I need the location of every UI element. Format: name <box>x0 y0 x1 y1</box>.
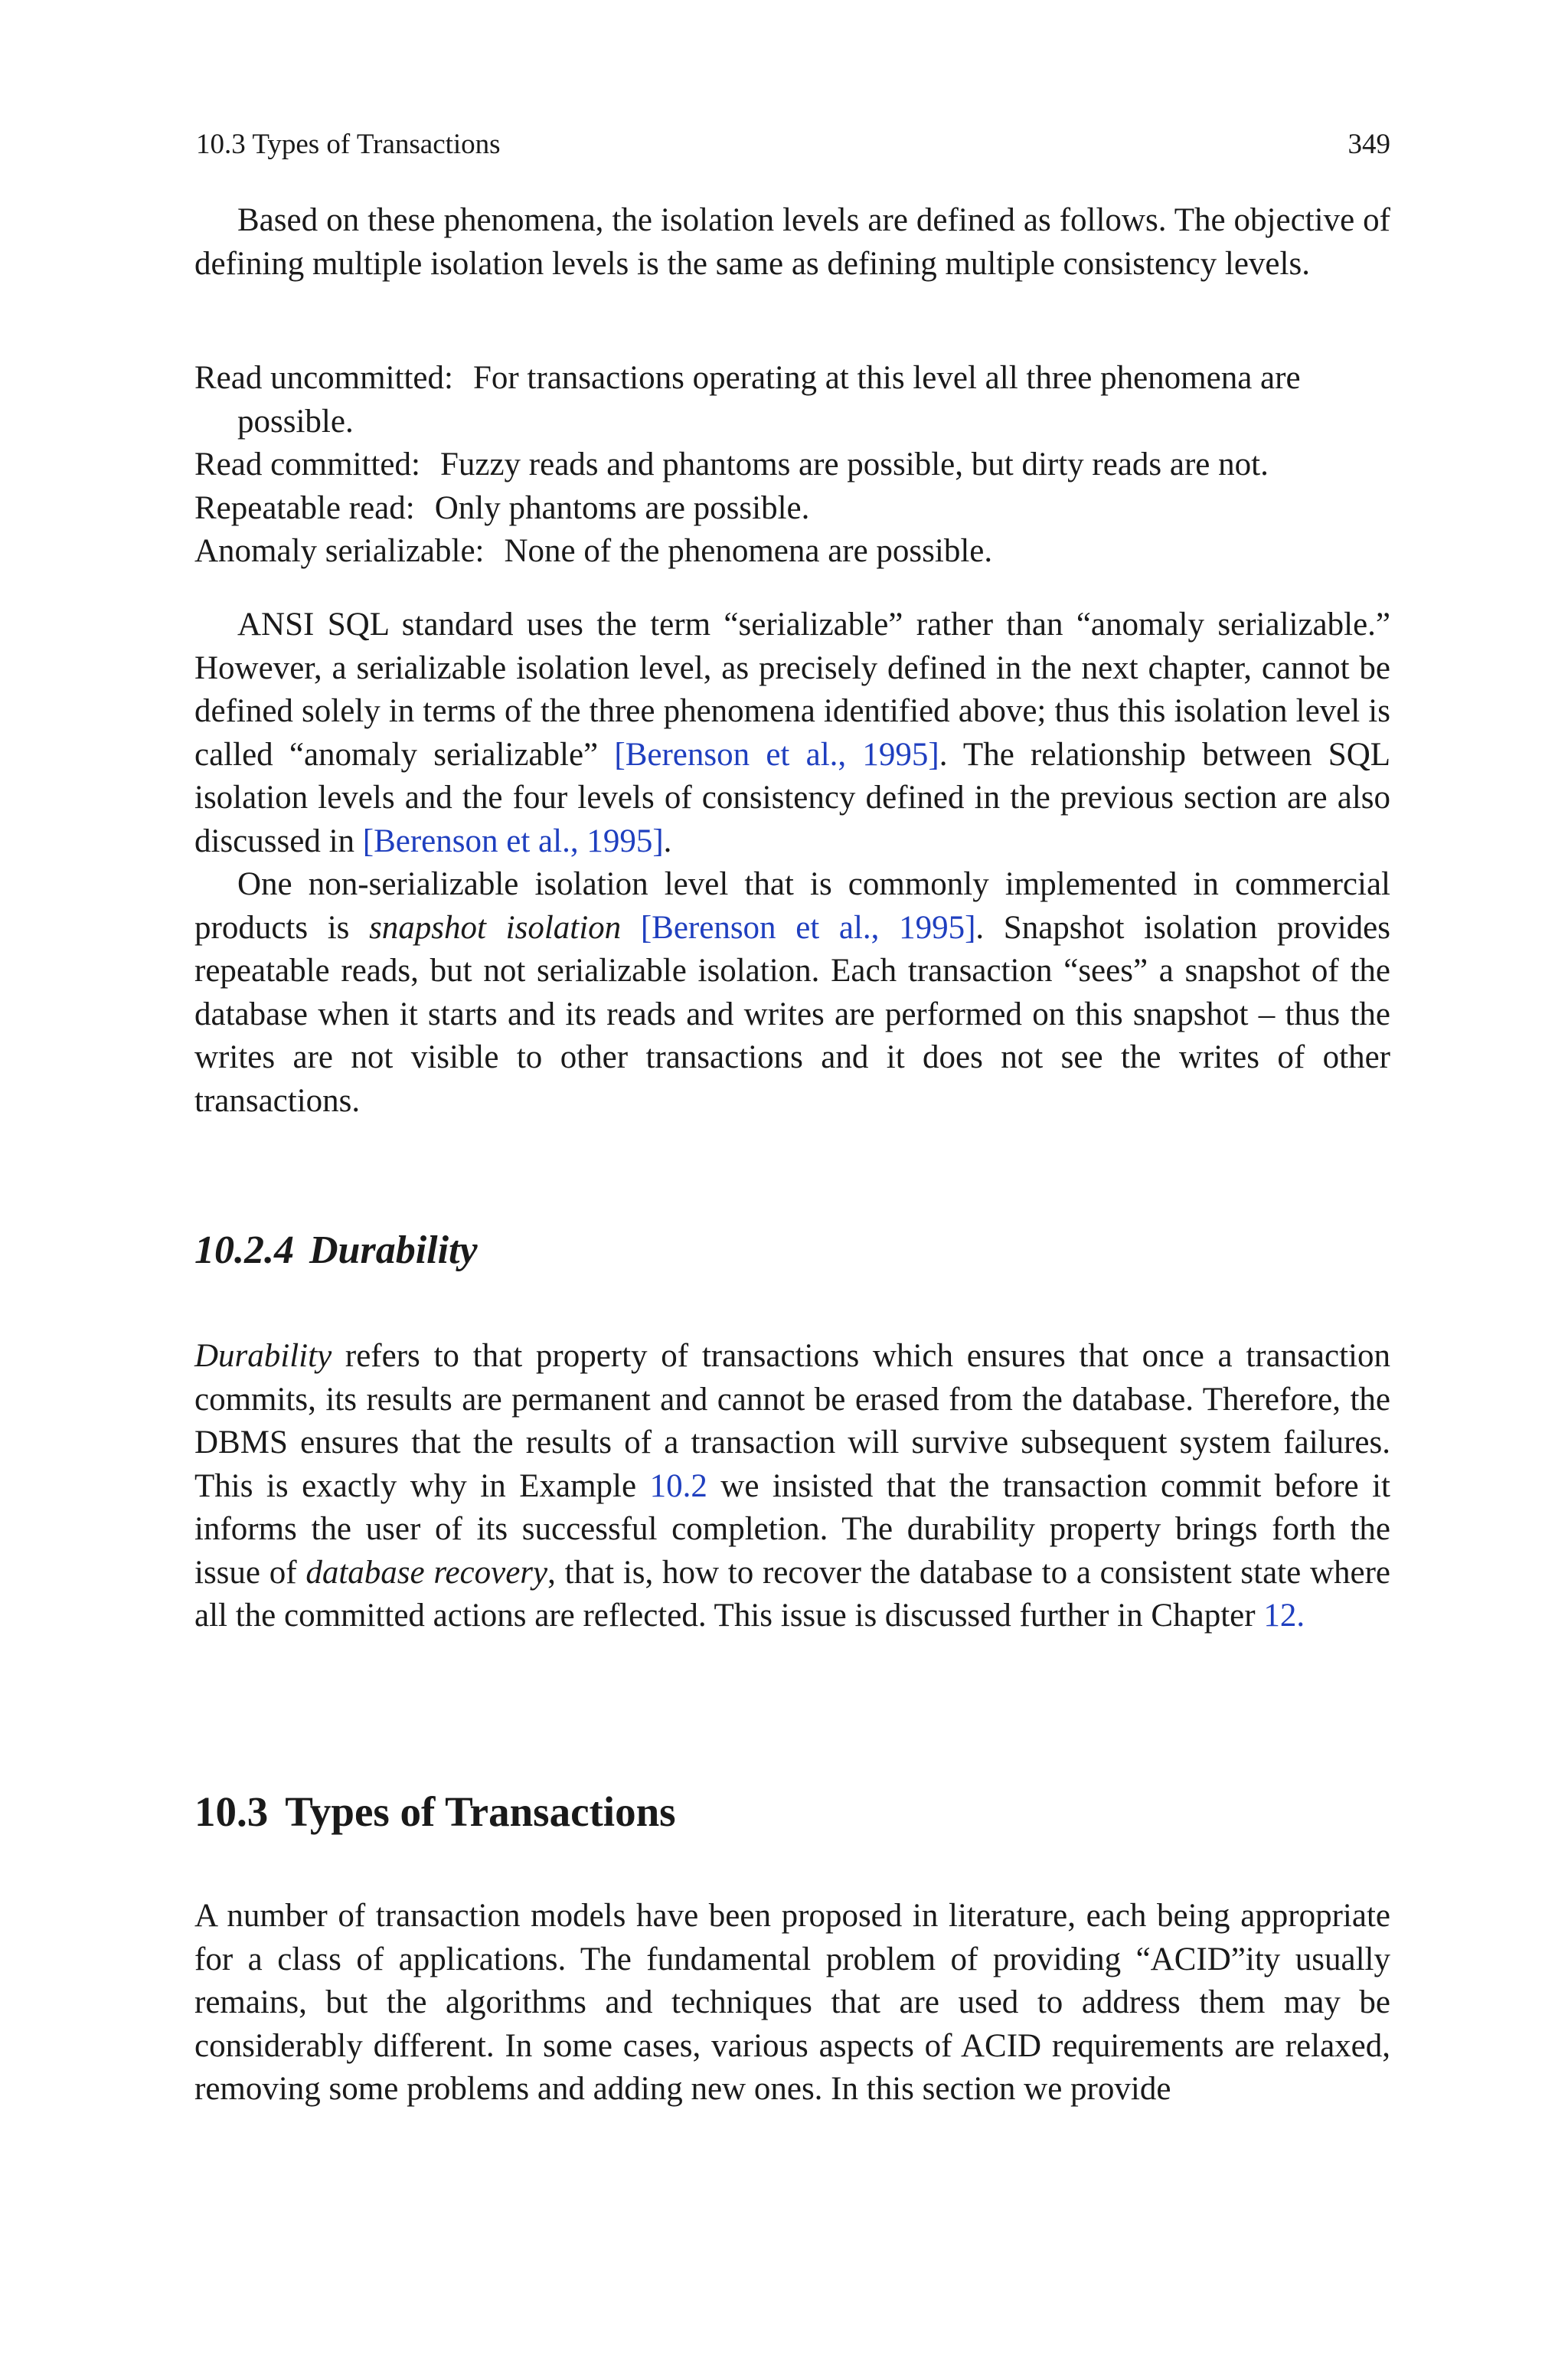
ansi-text-2: . The relationship between SQL isolation levels and the four levels of consistency defined in the previous section are also discussed in <box>194 736 1391 859</box>
subsection-title <box>194 1226 1390 1275</box>
running-head-section: 10.3 Types of Transactions <box>196 129 501 160</box>
snapshot-text-2 <box>621 910 641 946</box>
section-title <box>194 1787 1390 1837</box>
isolation-level-definition: Fuzzy reads and phantoms are possible, but dirty reads are not. <box>439 446 1269 482</box>
durability-text-1: refers to that property of transactions which ensures that once a transaction commits, its results are permanent and cannot be erased from the database. Therefore, the DBMS ensures that the results of a transaction will survive subsequent system failures. This is exactly why in Example <box>194 1338 1390 1504</box>
isolation-level-read-committed <box>194 443 1390 487</box>
chapter-link[interactable]: 12. <box>1263 1598 1305 1634</box>
isolation-level-list <box>194 357 1390 574</box>
subsection-name: Durability <box>309 1228 478 1272</box>
durability-text-3: , that is, how to recover the database to a consistent state where all the committed actions are reflected. This issue is discussed further in Chapter <box>194 1554 1390 1634</box>
durability-block <box>194 1335 1390 1638</box>
durability-text-2: we insisted that the transaction commit before it informs the user of its successful completion. The durability property brings forth the issue of <box>194 1467 1391 1591</box>
database-recovery-term: database recovery <box>305 1554 548 1591</box>
isolation-level-term: Read uncommitted: <box>194 360 453 396</box>
snapshot-term: snapshot isolation <box>369 909 622 946</box>
intro-block <box>194 199 1390 286</box>
citation-link[interactable]: [Berenson et al., 1995] <box>614 736 939 773</box>
subsection-number: 10.2.4 <box>194 1228 294 1272</box>
isolation-level-repeatable-read <box>194 487 1390 531</box>
snapshot-text-3: . Snapshot isolation provides repeatable reads, but not serializable isolation. Each transaction “sees” a snapshot of the database when it starts and its reads and writes are performed on this snapshot – thus the writes are not visible to other transactions and it does not see the writes of other transactions. <box>194 909 1390 1119</box>
isolation-level-anomaly-serializable <box>194 530 1390 574</box>
section-number: 10.3 <box>194 1788 269 1835</box>
types-block <box>194 1895 1390 2111</box>
isolation-level-term: Read committed: <box>194 446 420 482</box>
citation-link[interactable]: [Berenson et al., 1995] <box>362 823 664 859</box>
snapshot-text-1: One non-serializable isolation level that is commonly implemented in commercial products is <box>194 866 1390 946</box>
types-heading-block <box>194 1787 1390 1837</box>
section-name: Types of Transactions <box>285 1788 676 1835</box>
durability-heading-block <box>194 1226 1390 1275</box>
page-number: 349 <box>1348 129 1390 160</box>
isolation-level-term: Anomaly serializable: <box>194 533 485 569</box>
durability-term: Durability <box>194 1338 332 1374</box>
isolation-level-term: Repeatable read: <box>194 489 415 526</box>
isolation-level-definition: None of the phenomena are possible. <box>504 533 993 569</box>
example-link[interactable]: 10.2 <box>649 1467 707 1504</box>
citation-link[interactable]: [Berenson et al., 1995] <box>640 909 976 946</box>
running-head <box>194 126 1390 164</box>
durability-paragraph <box>194 1335 1390 1638</box>
isolation-level-definition: For transactions operating at this level all three phenomena are possible. <box>237 360 1301 440</box>
ansi-paragraph <box>194 603 1390 863</box>
isolation-level-definition: Only phantoms are possible. <box>434 489 810 526</box>
isolation-level-read-uncommitted <box>194 357 1390 443</box>
intro-paragraph: Based on these phenomena, the isolation levels are defined as follows. The objective of defining multiple isolation levels is the same as defining multiple consistency levels. <box>194 202 1390 282</box>
types-paragraph: A number of transaction models have been proposed in literature, each being appropriate for a class of applications. The fundamental problem of providing “ACID”ity usually remains, but the algorithms and techniques that are used to address them may be considerably different. In some cases, various aspects of ACID requirements are relaxed, removing some problems and adding new ones. In this section we provide <box>194 1898 1390 2107</box>
ansi-block <box>194 603 1390 1123</box>
snapshot-paragraph <box>194 863 1390 1123</box>
ansi-text-3: . <box>663 823 672 859</box>
ansi-text-1: ANSI SQL standard uses the term “serializable” rather than “anomaly serializable.” However, a serializable isolation level, as precisely defined in the next chapter, cannot be defined solely in terms of the three phenomena identified above; thus this isolation level is called “anomaly serializable” <box>194 607 1390 773</box>
